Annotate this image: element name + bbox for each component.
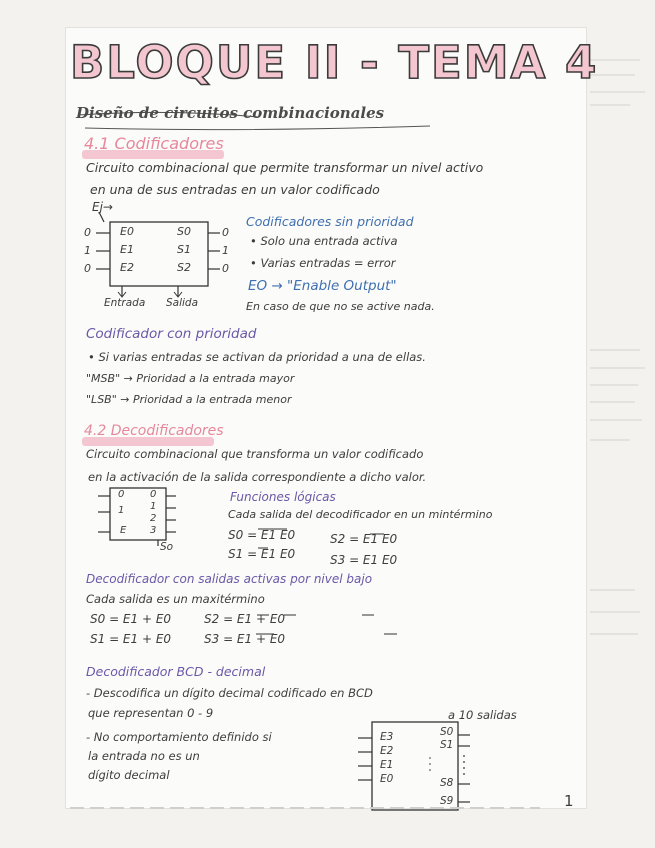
decoder-input: 1 — [118, 505, 125, 516]
decoder-output: 2 — [150, 513, 157, 524]
decoder-input: 0 — [118, 489, 125, 500]
logic-description: Cada salida del decodificador en un mintérmino — [228, 508, 493, 521]
encoder-left-value: 1 — [84, 244, 91, 257]
definition-line: Circuito combinacional que transforma un valor codificado — [86, 447, 424, 461]
equation-s3-active-low: S3 = E1 + E0 — [204, 632, 286, 646]
encoder-left-value: 0 — [84, 262, 91, 275]
encoder-right-value: 0 — [222, 226, 229, 239]
encoder-output-s2: S2 — [177, 261, 191, 274]
msb-note: "MSB" → Prioridad a la entrada mayor — [86, 372, 295, 385]
bullet-text: • Si varias entradas se activan da prioridad a una de ellas. — [88, 350, 426, 364]
subheading-bcd-decimal: Decodificador BCD - decimal — [86, 664, 266, 679]
bcd-description: dígito decimal — [88, 768, 170, 782]
encoder-right-value: 1 — [222, 244, 229, 257]
equation-s3: S3 = E1 E0 — [330, 553, 398, 567]
encoder-right-value: 0 — [222, 262, 229, 275]
encoder-output-s0: S0 — [177, 225, 191, 238]
bcd-description: - Descodifica un dígito decimal codificado en BCD — [86, 686, 373, 700]
section-heading-codificadores: 4.1 Codificadores — [84, 134, 224, 153]
page-number: 1 — [564, 792, 574, 810]
bcd-output-s0: S0 — [440, 726, 454, 738]
bcd-output-s9: S9 — [440, 795, 454, 807]
subheading-sin-prioridad: Codificadores sin prioridad — [246, 214, 414, 229]
decoder-output: 0 — [150, 489, 157, 500]
bcd-description: - No comportamiento definido si — [86, 730, 272, 744]
page-title: BLOQUE II - TEMA 4 — [70, 36, 599, 89]
equation-s2-active-low: S2 = E1 + E0 — [204, 612, 286, 626]
decoder-bottom-label: So — [160, 541, 174, 553]
decoder-output: 1 — [150, 501, 157, 512]
equation-s0: S0 = E1 E0 — [228, 528, 296, 542]
equation-s1: S1 = E1 E0 — [228, 547, 296, 561]
decoder-enable-input: E — [120, 525, 127, 536]
equation-s2: S2 = E1 E0 — [330, 532, 398, 546]
bcd-input-e2: E2 — [380, 745, 394, 757]
bcd-outputs-note: a 10 salidas — [448, 708, 517, 722]
diagram-label: Ej→ — [92, 200, 113, 214]
definition-line: Circuito combinacional que permite transformar un nivel activo — [86, 160, 484, 175]
encoder-input-e2: E2 — [120, 261, 134, 274]
encoder-input-caption: Entrada — [104, 297, 146, 309]
subheading-funciones-logicas: Funciones lógicas — [230, 490, 336, 504]
definition-line: en una de sus entradas en un valor codificado — [90, 182, 380, 197]
subheading-nivel-bajo: Decodificador con salidas activas por nivel bajo — [86, 572, 373, 586]
equation-s0-active-low: S0 = E1 + E0 — [90, 612, 172, 626]
definition-line: en la activación de la salida correspondiente a dicho valor. — [88, 470, 427, 484]
enable-output-note: EO → "Enable Output" — [248, 278, 397, 294]
encoder-input-e0: E0 — [120, 225, 134, 238]
section-heading-decodificadores: 4.2 Decodificadores — [84, 423, 224, 439]
bcd-input-e0: E0 — [380, 773, 394, 785]
bcd-description: la entrada no es un — [88, 749, 200, 763]
encoder-output-caption: Salida — [166, 297, 199, 309]
bcd-description: que representan 0 - 9 — [88, 706, 214, 720]
bcd-output-s8: S8 — [440, 777, 454, 789]
subheading-con-prioridad: Codificador con prioridad — [86, 326, 257, 342]
bullet-text: • Solo una entrada activa — [250, 234, 398, 248]
active-low-description: Cada salida es un maxitérmino — [86, 592, 265, 606]
equation-s1-active-low: S1 = E1 + E0 — [90, 632, 172, 646]
enable-output-explanation: En caso de que no se active nada. — [246, 300, 435, 313]
page-subtitle: Diseño de circuitos combinacionales — [76, 104, 385, 122]
bullet-text: • Varias entradas = error — [250, 256, 396, 270]
bcd-output-s1: S1 — [440, 739, 454, 751]
lsb-note: "LSB" → Prioridad a la entrada menor — [86, 393, 292, 406]
encoder-input-e1: E1 — [120, 243, 134, 256]
encoder-left-value: 0 — [84, 226, 91, 239]
bcd-input-e3: E3 — [380, 731, 394, 743]
decoder-output: 3 — [150, 525, 157, 536]
encoder-output-s1: S1 — [177, 243, 191, 256]
bcd-input-e1: E1 — [380, 759, 394, 771]
